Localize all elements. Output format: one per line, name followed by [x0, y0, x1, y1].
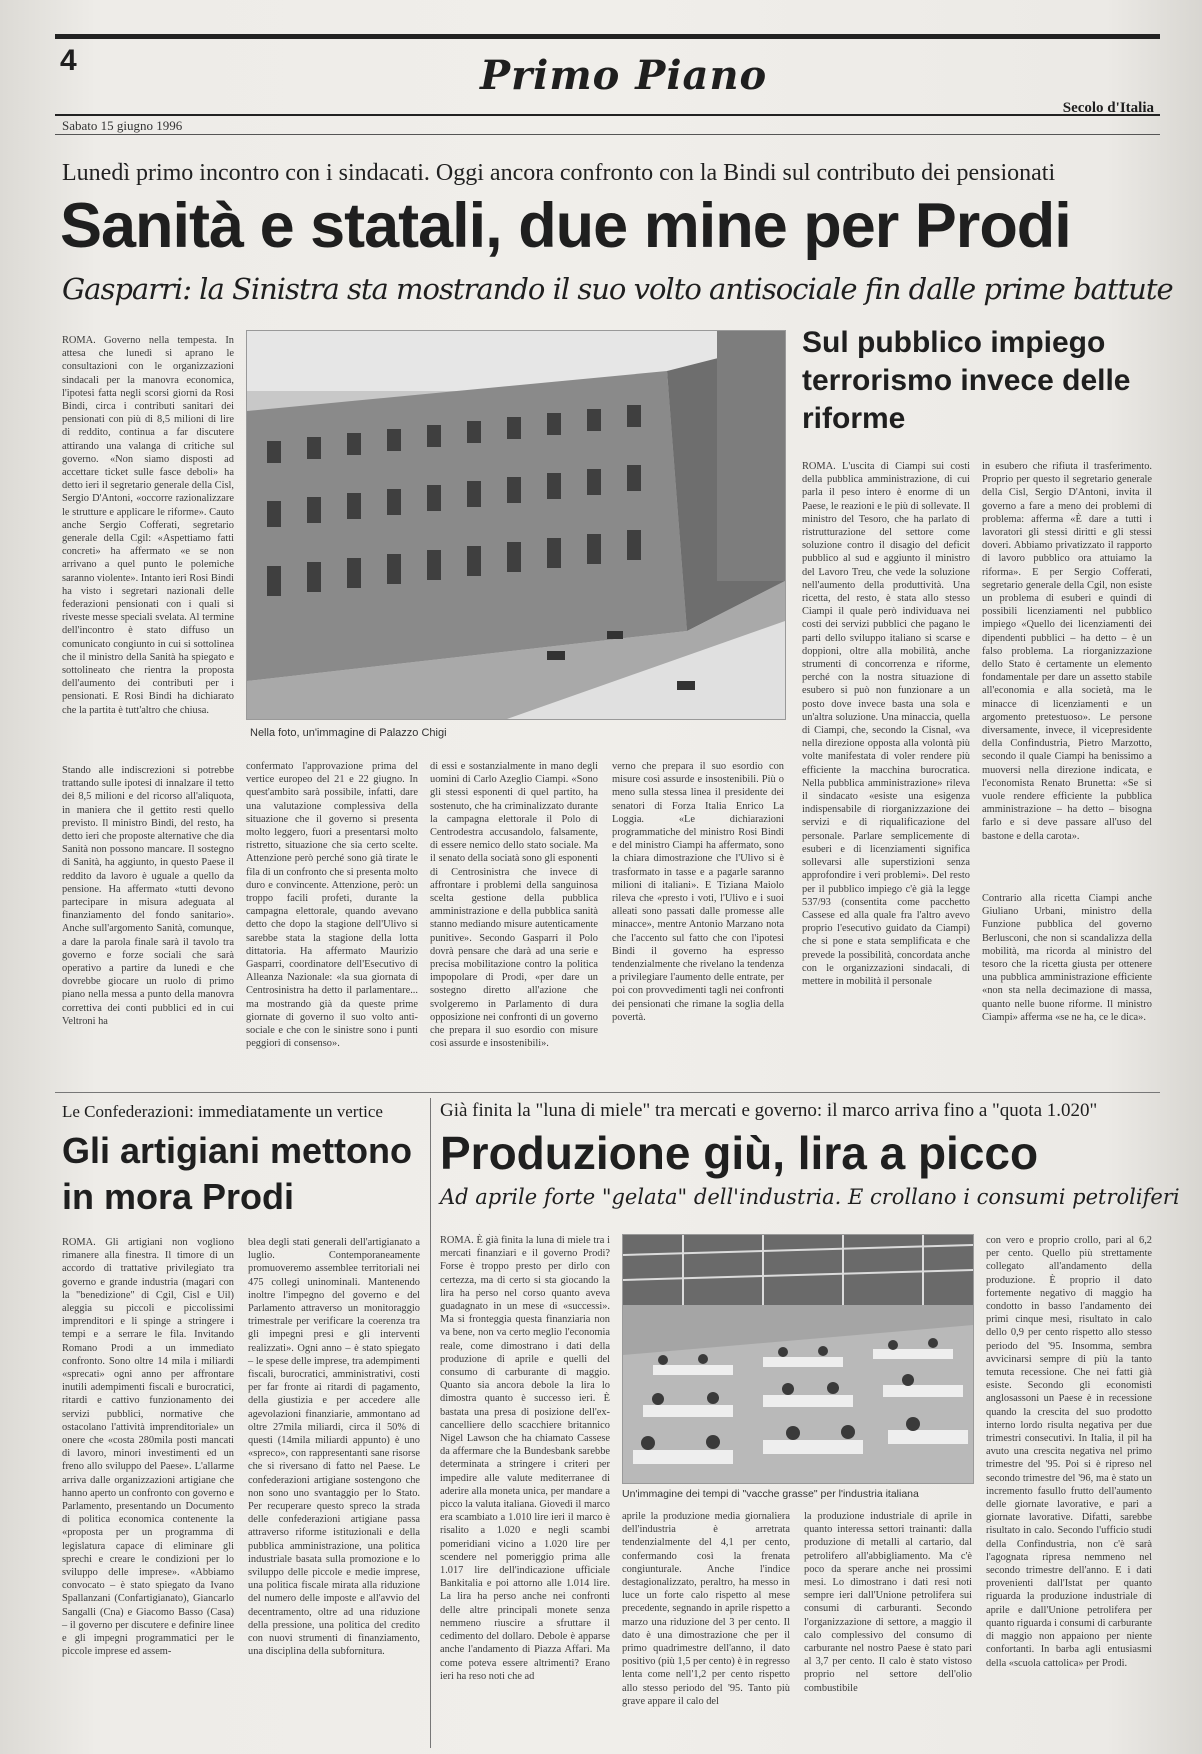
produzione-subhead: Ad aprile forte "gelata" dell'industria. E crollano i consumi petroliferi: [440, 1185, 1180, 1209]
lead-headline: Sanità e statali, due mine per Prodi: [60, 191, 1071, 261]
section-title: Primo Piano: [480, 52, 768, 99]
lead-kicker: Lunedì primo incontro con i sindacati. Oggi ancora confronto con la Bindi sul contributo dei pensionati: [62, 160, 1056, 186]
lead-photo-caption: Nella foto, un'immagine di Palazzo Chigi: [250, 727, 447, 739]
produzione-column-1: ROMA. È già finita la luna di miele tra i mercati finanziari e il governo Prodi? Forse è troppo presto per dirlo con certezza, ma di certo si sta giocando la lira ha perso nel corso quanto aveva guadagnato in un mese di «successi». Ma si fronteggia questa finanziaria non va bene, non va certo meglio l'economia reale, come dimostrano i dati della produzione di aprile e quelli del consumo di carburante di maggio. Quanto sia ancora debole la lira lo dimostra quanto è successo ieri. È bastata una presa di posizione dell'ex-cancelliere dello scacchiere britannico Nigel Lawson che ha chiamato Cassese da affermare che la Bundesbank sarebbe determinata a stringere i criteri per impedire alle valute mediterranee di aderire alla moneta unica, per mandare a picco la valuta italiana. Giovedì il marco era scambiato a 1.010 lire ieri il marco è risalito a 1.020 e negli scambi pomeridiani vicino a 1.020 lire per scendere nel pomeriggio prima alle 1.017 lire dell'indicazione ufficiale Bankitalia e poi attorno alle 1.014 lire. La lira ha perso anche nei confronti delle altre principali monete senza nemmeno riuscire a sfruttare il cedimento del dollaro. Debole è apparse anche l'andamento di Piazza Affari. Ma come poteva essere altrimenti? Erano ieri ha reso noti che ad: [440, 1235, 613, 1682]
box-column-2b: Contrario alla ricetta Ciampi anche Giuliano Urbani, ministro della Funzione pubblica del governo Berlusconi, che non si scandalizza della mobilità, ma ricorda al ministro del tesoro che la ricetta giusta per ottenere una pubblica amministrazione efficiente «non sta nella decimazione di massa, quanto nelle buone riforme. Il ministro Ciampi» afferma «se ne ha, ce le dica».: [982, 893, 1155, 1023]
section-divider: [55, 1092, 1160, 1093]
issue-date: Sabato 15 giugno 1996: [62, 118, 183, 133]
palazzo-chigi-photo: [246, 330, 786, 720]
building-illustration: [247, 331, 785, 719]
box-column-2: in esubero che rifiuta il trasferimento. Proprio per questo il segretario generale della Cisl, Sergio D'Antoni, invita il governo a fare a meno dei problemi di problema: afferma «È dare a tutti i lavoratori gli stessi diritti e gli stessi doveri. Abbiamo privatizzato il rapporto di lavoro pubblico ora attuiamo la riforma». E per Sergio Cofferati, segretario generale della Cgil, non esiste un problema di esuberi e quindi di possibili licenziamenti nel pubblico impiego «Quello dei licenziamenti dei dipendenti pubblici – ha detto – è un falso problema. La riorganizzazione dello Stato è certamente un elemento fondamentale per dare un assetto stabile all'economia e alla società, ma le minacce di licenziamenti e un argomento pretestuoso». Le persone diversamente, invece, il vicepresidente della Confindustria, Pietro Marzotto, secondo il quale Ciampi ha benissimo a muoversi nella direzione indicata, e l'economista Renato Brunetta: «Se si vuole rendere efficiente la pubblica amministrazione – ha detto – bisogna farlo e si deve passare all'uso del bastone e della carota».: [982, 461, 1155, 842]
lead-subhead: Gasparri: la Sinistra sta mostrando il suo volto antisociale fin dalle prime battute: [62, 272, 1173, 306]
page-number: 4: [60, 44, 77, 77]
paper-name: Secolo d'Italia: [1062, 100, 1154, 116]
box-headline: Sul pubblico impiego terrorismo invece delle riforme: [802, 326, 1131, 435]
box-column-1: ROMA. L'uscita di Ciampi sui costi della pubblica amministrazione, di cui parla il peso intero è enorme di un Paese, le reazioni e le più di sollevate. Il ministro del Tesoro, che ha parlato di ristrutturazione del settore come soluzione contro il disagio del deficit pubblico al sud e aggiunto il ministro del Lavoro Treu, che vede la soluzione nell'aumento della produttività. Una ricetta, del resto, è stata allo stesso Ciampi il quale però individuava nei costi dei servizi pubblici che pagano le parti dello sviluppo italiano si scarse e doppioni, oltre alla mobilità, anche strumenti di concorrenza e riforme, perché con la nostra situazione di esubero si può non funzionare a un posto dove invece basta una sola e un'altra soluzione. Una minaccia, quella di Ciampi, che, secondo la Cisnal, «va nella direzione opposta alla volontà più volte manifestata di voler rendere più efficiente la macchina burocratica. Nella pubblica amministrazione» rileva il sindacato «esiste una esigenza indispensabile di riorganizzazione dei servizi e di riqualificazione del personale. Parlare semplicemente di esuberi e di licenziamenti significa sollevarsi alle superstizioni senza approfondire i veri problemi». Del resto per il pubblico impiego c'è già la legge 537/93 (consentita come pacchetto Cassese ed alla quale fra l'altro avevo proprio l'esecutivo guidato da Ciampi) che si pone e stata semplificata e che prevede la possibilità, concordata anche con le organizzazioni sindacali, di mettere in mobilità il personale: [802, 461, 973, 987]
produzione-kicker: Già finita la "luna di miele" tra mercati e governo: il marco arriva fino a "quota 1.020": [440, 1100, 1098, 1121]
column-divider: [430, 1098, 431, 1748]
date-rule: [55, 134, 1160, 135]
lead-column-1b: Stando alle indiscrezioni si potrebbe trattando sulle ipotesi di innalzare il tetto dei 8,5 milioni e del ricorso all'aliquota, in maniera che il gettito resti quello previsto. Il ministro Bindi, del resto, ha detto ieri che proposte alternative che dia Sanità non possono mancare. Il sostegno di Sanità, ha aggiunto, in questo Paese il reddito da lavoro è uguale a quello da pensione. Ha affermato «tutti devono partecipare in misura adeguata al finanziamento del fondo sanitario». Anche sull'argomento Sanità, comunque, a dare la parola finale sarà il tavolo tra governo e forze sociali che sarà operativo a partire da lunedì e che dovrebbe giocare un ruolo di primo piano nella messa a punto della manovra correttiva dei conti pubblici ed in cui Veltroni ha: [62, 765, 237, 1027]
lead-column-2: confermato l'approvazione prima del vertice europeo del 21 e 22 giugno. In quest'ambito sarà possibile, infatti, dare una valutazione complessiva della situazione che il governo si presenta molto leggero, fuori a presentarsi molto ristretto, situazione che sia certo scelte. Attenzione però perché sono già tirate le fila di un confronto che si presenta molto duro e convincente. Attenzione, però: un troppo facili profeti, durante la campagna elettorale, quando avevano detto che dopo la stagione dell'Ulivo si sarebbe stata la stagione della lotta dittatoria. Ha affermato Maurizio Gasparri, coordinatore dell'Esecutivo di Alleanza Nazionale: «la sua giornata di Centrosinistra ha detto il parlamentare... ma mostrando già da queste prime giornate di governo il suo volto anti-sociale e che con le sinistre sono i punti peggiori di consenso».: [246, 761, 421, 1050]
lead-column-4: verno che prepara il suo esordio con misure così assurde e insostenibili. Più o meno sulla stessa linea il presidente dei senatori di Forza Italia Enrico La Loggia. «Le dichiarazioni programmatiche del ministro Rosi Bindi e del ministro Ciampi ha affermato, sono la chiara dimostrazione che l'Ulivo si è trasformato in tasse e a pagarle saranno milioni di italiani». E Tiziana Maiolo rileva che «presto i voti, l'Ulivo e i suoi alleati sono passati dalle promesse alle minacce», mentre Antonio Marzano nota che l'accento sul fatto che con l'ipotesi Bindi il governo ha espresso tendenzialmente che rivelano la tendenza a privilegiare l'aumento delle entrate, per poi con provvedimenti tagli nei confronti dei pensionati che rimane la soglia della povertà.: [612, 761, 787, 1023]
artigiani-column-1: ROMA. Gli artigiani non vogliono rimanere alla finestra. Il timore di un accordo di trattative privilegiato tra governo e grande industria (magari con la "benedizione" di Cgil, Cisl e Uil) aleggia su piccoli e piccolissimi imprenditori e li spinge a stringere i tempi e a serrare le fila. Invitando Romano Prodi a un immediato confronto. Sono oltre 14 mila i miliardi «sprecati» ogni anno per affrontare inutili adempimenti fiscali e burocratici, ritardi e cattivo funzionamento dei servizi pubblici, normative che ostacolano l'attività imprenditoriale» un onere che «costa 280mila posti mancati di lavoro, minori investimenti ed un freno allo sviluppo del Paese». L'allarme arriva dalle organizzazioni artigiane che hanno aperto un confronto con governo e Parlamento, presentando un Documento di politica economica contenente la «proposta per un programma di legislatura capace di eliminare gli sprechi e creare le condizioni per lo sviluppo delle imprese». «Abbiamo convocato – è stato spiegato da Ivano Spallanzani (Confartigianato), Giancarlo Sangalli (Cna) e Giacomo Basso (Casa) – il governo per discutere e definire linee e gli impegni programmatici per le piccole imprese ed assem-: [62, 1237, 237, 1658]
produzione-column-2: aprile la produzione media giornaliera dell'industria è arretrata tendenzialmente del 4,1 per cento, confermando così la frenata congiunturale. Anche l'indice destagionalizzato, peraltro, ha messo in luce un forte calo rispetto al mese precedente, segnando in aprile rispetto a marzo una riduzione del 3 per cento. Il dato è una dimostrazione che per il primo quadrimestre dell'anno, il dato positivo (più 1,5 per cento) è in regresso lenta come nell'1,2 per cento rispetto allo stesso periodo del '95. Tanto più grave appare il calo del: [622, 1511, 793, 1707]
factory-photo-caption: Un'immagine dei tempi di "vacche grasse" per l'industria italiana: [622, 1488, 919, 1500]
artigiani-column-2: blea degli stati generali dell'artigianato a luglio. Contemporaneamente promuoveremo assemblee territoriali nei 475 collegi uninominali. Mantenendo inoltre l'impegno del governo e del Parlamento attraverso un monitoraggio trimestrale per verificare la coerenza tra gli impegni presi e gli interventi realizzati». Ogni anno – è stato spiegato – le spese delle imprese, tra adempimenti fiscali, burocratici, amministrativi, costi per far fronte ai ritardi di pagamento, della giustizia e per accedere alle agevolazioni finanziarie, ammontano ad oltre 27mila miliardi, circa il 50% di questi (14mila miliardi appunto) è uno «spreco», con rappresentanti sane risorse che si riversano di fatto nel Paese. Le confederazioni artigiane sostengono che non sono uno svantaggio per lo Stato. Per recuperare questo spreco la strada delle confederazioni artigiane passa attraverso riforme istituzionali e della pubblica amministrazione, una politica industriale basata sulla promozione e lo sviluppo delle piccole e medie imprese, una politica fiscale mirata alla riduzione del numero delle imposte e all'avvio del decentramento, oltre ad una riduzione della pressione, una politica del credito con nuovi strumenti di finanziamento, una disciplina della subfornitura.: [248, 1237, 423, 1658]
masthead-rule: [55, 114, 1160, 116]
factory-illustration: [623, 1235, 973, 1483]
produzione-headline: Produzione giù, lira a picco: [440, 1127, 1039, 1179]
factory-photo: [622, 1234, 974, 1484]
lead-column-3: di essi e sostanzialmente in mano degli uomini di Carlo Azeglio Ciampi. «Sono gli stessi esponenti di quel partito, ha sostenuto, che ha criminalizzato durante la campagna elettorale il Polo di Centrodestra accusandolo, falsamente, di essere nemico dello stato sociale. Ma il senato della sociatà sono gli esponenti di Centrosinistra che invece di affrontare i problemi della sanguinosa scelta gestione della pubblica amministrazione e della pubblica sanità stanno mediando misure autenticamente punitive». Secondo Gasparri il Polo dovrà pensare che darà ad una serie e precisa mobilitazione contro la politica impopolare di Prodi, «per dare un sostegno diretto all'azione che svolgeremo in Parlamento di dura opposizione nei confronti di un governo che prepara il suo esordio con misure così assurde e insostenibili».: [430, 761, 601, 1050]
lead-column-1: ROMA. Governo nella tempesta. In attesa che lunedì si aprano le consultazioni con le organizzazioni sindacali per la manovra economica, l'ipotesi fatta negli scorsi giorni da Rosi Bindi, circa i contributi sanitari dei pensionati con più di 8,5 milioni di lire di reddito, continua a far discutere attirando una valanga di critiche sul governo. «Non siamo disposti ad accettare ticket sulle fasce deboli» ha detto ieri il segretario generale della Cisl, Sergio D'Antoni, «occorre razionalizzare le strutture e applicare le riforme». Cauto anche Sergio Cofferati, segretario generale della Cgil: «Aspettiamo fatti concreti» ha affermato «e se non arrivano a quel punto le polemiche saranno violente». Intanto ieri Rosi Bindi ha visto i segretari nazionali delle federazioni pensionati con i quali si riveste messe speciali svelata. Al termine dell'incontro è stato diffuso un comunicato congiunto in cui si sottolinea che il ministro della Sanità ha spiegato e sottolineato che rientra la proposta dell'aumento dei contributi per i pensionati. E Rosi Bindi ha dichiarato che la partita è tutt'altro che chiusa.: [62, 335, 237, 716]
artigiani-headline: Gli artigiani mettono in mora Prodi: [62, 1130, 413, 1217]
artigiani-kicker: Le Confederazioni: immediatamente un vertice: [62, 1102, 383, 1121]
produzione-column-4: con vero e proprio crollo, pari al 6,2 per cento. Quello più strettamente collegato all'andamento della produzione. È proprio il dato fortemente negativo di maggio ha condotto in basso l'andamento dei primi cinque mesi, risultato in calo dello 0,9 per cento rispetto allo stesso periodo del '95. Insomma, sembra avvicinarsi sempre di più la tanto temuta recessione. Che nei fatti già esiste. Secondo gli economisti anglosassoni un Paese è in recessione quando la crescita del suo prodotto interno lordo risulta negativa per due trimestri consecutivi. In Italia, il pil ha avuto una crescita negativa nel primo trimestre del '95. Poi si è ripreso nel secondo trimestre del '96, ma è stato un incremento fasullo frutto dell'aumento delle giornate lavorative, e pari a giornate lavorative. Difatti, sarebbe risultato in calo. Secondo l'ufficio studi della Confindustria, non c'è sarà l'agognata ripresa nemmeno nel secondo trimestre dell'anno. E i dati provenienti dall'Istat per quanto riguarda la produzione industriale di aprile e dall'Unione petrolifera per quanto riguarda i consumi di carburante di maggio non appaiono per niente confortanti. In barba agli entusiasmi della «scuola cattolica» per Prodi.: [986, 1235, 1155, 1669]
top-rule: [55, 34, 1160, 39]
produzione-column-3: la produzione industriale di aprile in quanto interessa settori trainanti: dalla produzione di metalli al cartario, dal petrolifero all'abbigliamento. Ma c'è poco da sperare anche nei prossimi mesi. Lo dimostrano i dati resi noti sempre ieri dall'Unione petrolifera sui consumi di carburanti. Secondo l'organizzazione di settore, a maggio il calo complessivo del consumo di carburante nel nostro Paese è stato pari al 3,7 per cento. Il calo è stato vistoso proprio nel settore dell'olio combustibile: [804, 1511, 975, 1694]
